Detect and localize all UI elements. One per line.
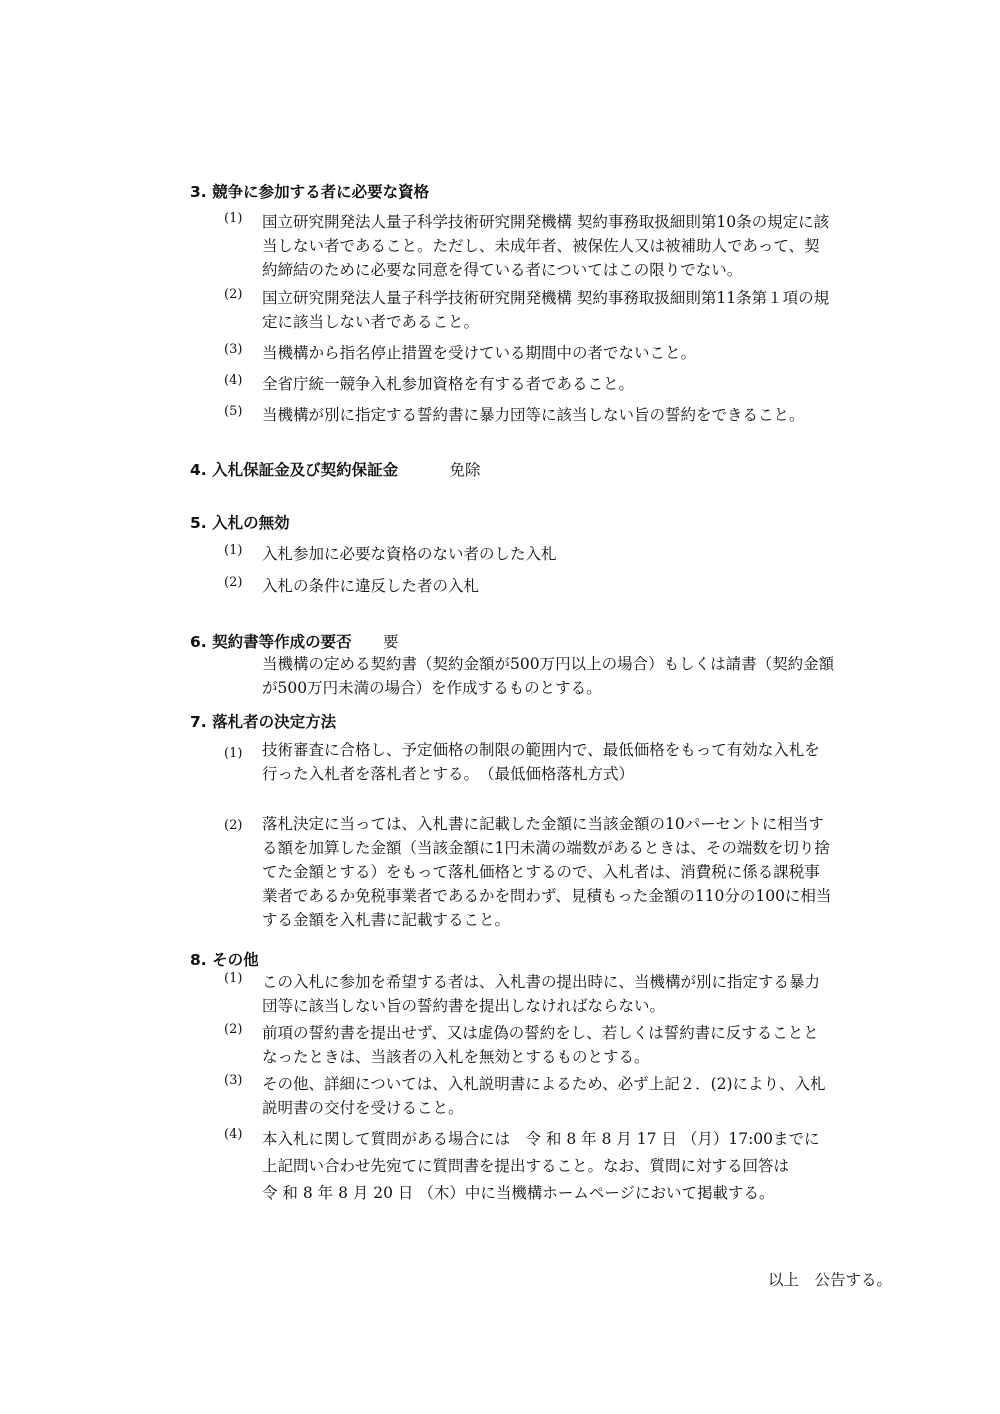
item-line: 約締結のために必要な同意を得ている者についてはこの限りでない。 [262,261,743,279]
item-line: なったときは、当該者の入札を無効とするものとする。 [262,1048,650,1066]
body-line: が500万円未満の場合）を作成するものとする。 [262,679,602,697]
section-4-heading [190,458,481,480]
body-line: 当機構の定める契約書（契約金額が500万円以上の場合）もしくは請書（契約金額 [262,655,835,673]
item-line: 入札参加に必要な資格のない者のした入札 [262,545,557,563]
section-6-heading [190,630,399,652]
section-6-body [262,652,922,700]
item-line: 落札決定に当っては、入札書に記載した金額に当該金額の10パーセントに相当す [262,815,824,833]
item-number: (1) [224,746,243,761]
item-number: (1) [224,211,243,226]
section-8-heading: 8. その他 [190,951,259,969]
item-line: 上記問い合わせ先宛てに質問書を提出すること。なお、質問に対する回答は [262,1157,790,1175]
section-6-title: 6. 契約書等作成の要否 [190,633,352,651]
item-line: てた金額とする）をもって落札価格とするので、入札者は、消費税に係る課税事 [262,863,820,881]
item-line: 全省庁統一競争入札参加資格を有する者であること。 [262,375,635,393]
section-3-heading: 3. 競争に参加する者に必要な資格 [190,183,430,201]
item-number: (2) [224,818,243,833]
section-4-value: 免除 [449,461,481,479]
item-number: (3) [224,342,243,357]
item-line: する金額を入札書に記載すること。 [262,911,511,929]
item-number: (4) [224,373,243,388]
item-number: (2) [224,287,243,302]
item-line: その他、詳細については、入札説明書によるため、必ず上記２．(2)により、入札 [262,1075,826,1093]
item-number: (1) [224,971,243,986]
section-4-title: 4. 入札保証金及び契約保証金 [190,461,399,479]
item-line: 入札の条件に違反した者の入札 [262,577,480,595]
item-number: (2) [224,1022,243,1037]
item-line: 団等に該当しない旨の誓約書を提出しなければならない。 [262,997,666,1015]
item-line: この入札に参加を希望する者は、入札書の提出時に、当機構が別に指定する暴力 [262,973,821,991]
item-number: (4) [224,1127,243,1142]
item-line: 国立研究開発法人量子科学技術研究開発機構 契約事務取扱細則第11条第１項の規 [262,289,830,307]
item-line: 定に該当しない者であること。 [262,313,480,331]
item-number: (3) [224,1073,243,1088]
item-number: (1) [224,543,243,558]
item-line: 本入札に関して質問がある場合には 令 和 8 年 8 月 17 日 （月）17:00までに [262,1130,820,1148]
item-line: 行った入札者を落札者とする。 （最低価格落札方式） [262,765,635,783]
item-line: 当機構が別に指定する誓約書に暴力団等に該当しない旨の誓約をできること。 [262,406,805,424]
item-number: (5) [224,404,243,419]
item-line: 当機構から指名停止措置を受けている期間中の者でないこと。 [262,344,697,362]
section-5-heading: 5. 入札の無効 [190,514,290,532]
item-line: 前項の誓約書を提出せず、又は虚偽の誓約をし、若しくは誓約書に反することと [262,1024,819,1042]
item-line: 業者であるか免税事業者であるかを問わず、見積もった金額の110分の100に相当 [262,887,832,905]
item-line: 令 和 8 年 8 月 20 日 （木）中に当機構ホームページにおいて掲載する。 [262,1184,775,1202]
item-line: 技術審査に合格し、予定価格の制限の範囲内で、最低価格をもって有効な入札を [262,741,820,759]
section-6-value: 要 [382,633,399,651]
item-number: (2) [224,575,243,590]
item-line: る額を加算した金額（当該金額に1円未満の端数があるときは、その端数を切り捨 [262,839,830,857]
item-line: 国立研究開発法人量子科学技術研究開発機構 契約事務取扱細則第10条の規定に該 [262,213,830,231]
section-7-heading: 7. 落札者の決定方法 [190,713,337,731]
item-line: 説明書の交付を受けること。 [262,1099,464,1117]
closing-text: 以上 公告する。 [768,1271,893,1289]
item-line: 当しない者であること。ただし、未成年者、被保佐人又は被補助人であって、契 [262,237,820,255]
